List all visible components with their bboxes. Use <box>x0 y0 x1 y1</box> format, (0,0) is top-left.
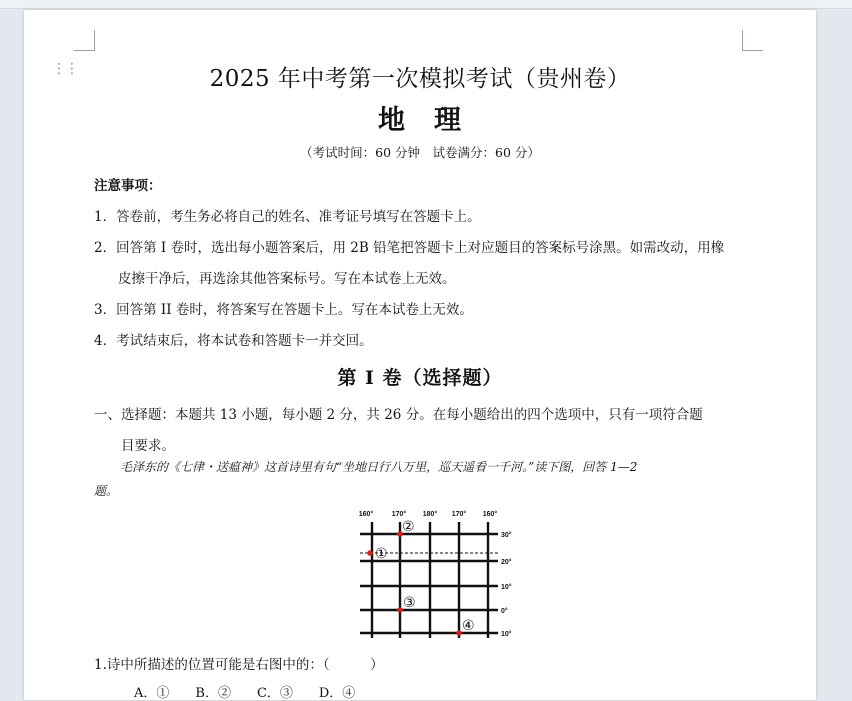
section-intro: 一、选择题：本题共 13 小题，每小题 2 分，共 26 分。在每小题给出的四个选项中，只有一项符合题 <box>94 407 703 423</box>
location-dot-4 <box>456 630 462 636</box>
marker-label-4: ④ <box>462 618 475 634</box>
marker-label-2: ② <box>402 519 415 535</box>
lat-label: 0° <box>501 608 508 615</box>
lon-label: 160° <box>358 511 374 518</box>
marker-label-1: ① <box>375 546 388 562</box>
subject-title: 地 理 <box>378 105 462 136</box>
notice-item-2: 2．回答第 I 卷时，选出每小题答案后，用 2B 铅笔把答题卡上对应题目的答案标号涂黑。如需改动，用橡 <box>94 240 725 256</box>
lat-label: 20° <box>501 559 512 566</box>
notice-heading: 注意事项： <box>94 178 162 194</box>
question-1: 1.诗中所描述的位置可能是右图中的：（ ） <box>94 657 384 673</box>
drag-handle-icon[interactable]: ⋮⋮ <box>52 61 78 77</box>
lon-label: 180° <box>422 511 438 518</box>
location-dot-1 <box>367 550 373 556</box>
lat-label: 10° <box>501 631 512 638</box>
poem-text: 毛泽东的《七律・送瘟神》这首诗里有句“坐地日行八万里，巡天遥看一千河。”读下图，回答 1—2 <box>120 460 638 474</box>
notice-item-3: 3．回答第 II 卷时，将答案写在答题卡上。写在本试卷上无效。 <box>94 302 473 318</box>
lon-label: 160° <box>482 511 498 518</box>
lat-lon-grid-map <box>350 506 520 642</box>
document-page[interactable] <box>24 10 816 700</box>
notice-item-2-cont: 皮擦干净后，再选涂其他答案标号。写在本试卷上无效。 <box>118 271 456 287</box>
question-1-options: A．① B．② C．③ D．④ <box>134 686 356 701</box>
notice-item-1: 1．答卷前，考生务必将自己的姓名、准考证号填写在答题卡上。 <box>94 209 481 225</box>
poem-text-cont: 题。 <box>94 484 119 498</box>
lat-label: 10° <box>501 584 512 591</box>
location-dot-3 <box>397 607 403 613</box>
lat-label: 30° <box>501 532 512 539</box>
lon-label: 170° <box>451 511 467 518</box>
lon-label: 170° <box>391 511 407 518</box>
notice-item-4: 4．考试结束后，将本试卷和答题卡一并交回。 <box>94 333 373 349</box>
exam-info: （考试时间：60 分钟 试卷满分：60 分） <box>300 145 540 160</box>
exam-title: 2025 年中考第一次模拟考试（贵州卷） <box>209 66 631 92</box>
section-title: 第 I 卷（选择题） <box>337 367 503 389</box>
window-top-strip <box>0 0 852 9</box>
crop-mark-top-right <box>742 30 763 51</box>
marker-label-3: ③ <box>403 595 416 611</box>
crop-mark-top-left <box>74 30 95 51</box>
section-intro-cont: 目要求。 <box>121 438 175 454</box>
